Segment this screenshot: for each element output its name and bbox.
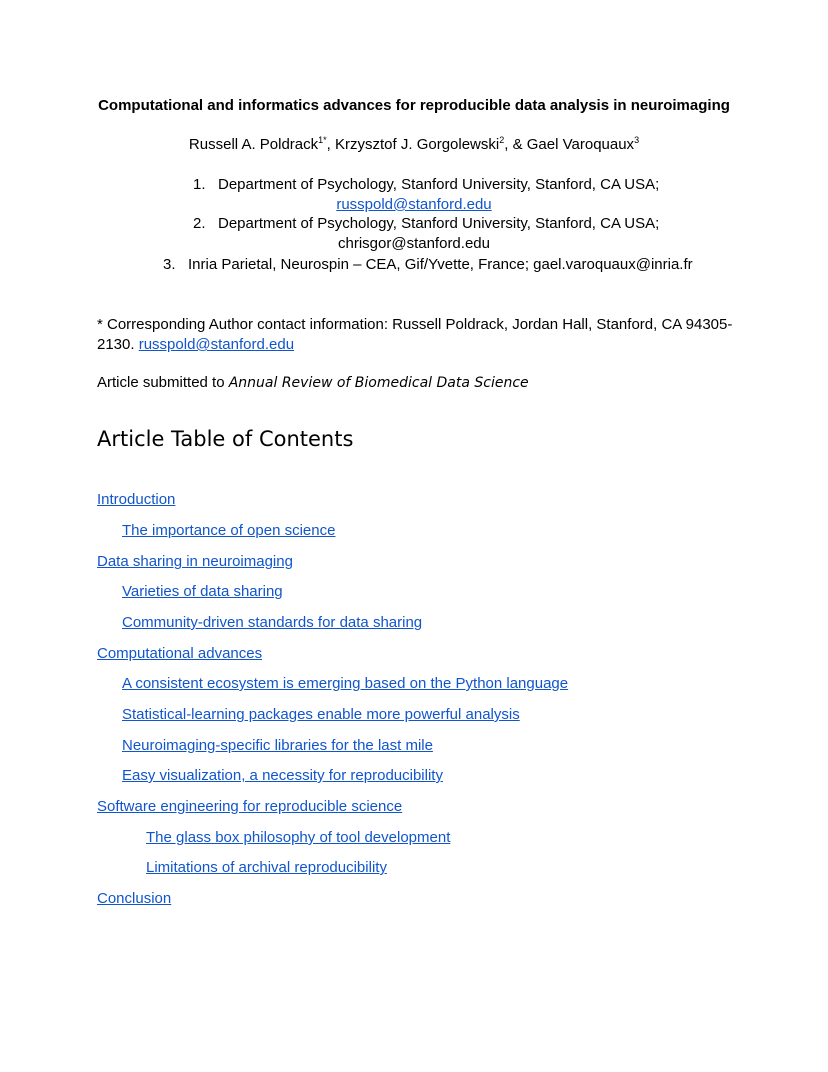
paper-title: Computational and informatics advances for reproducible data analysis in neuroimaging — [98, 97, 730, 114]
toc-link-computational-advances[interactable]: Computational advances — [97, 645, 263, 662]
affiliation-1-text: Department of Psychology, Stanford University, Stanford, CA USA; — [218, 176, 660, 193]
affiliation-3-text: Inria Parietal, Neurospin – CEA, Gif/Yvette, France; gael.varoquaux@inria.fr — [188, 256, 693, 273]
affiliation-1-email-link[interactable]: russpold@stanford.edu — [336, 196, 492, 213]
author-1-marker: 1* — [318, 135, 327, 145]
toc-link-open-science[interactable]: The importance of open science — [122, 522, 336, 539]
author-line: Russell A. Poldrack$^{1*}$, Krzysztof J. Gorgolewski$^2$, & Gael Varoquaux$^3$ — [188, 135, 640, 153]
corresponding-email-link[interactable]: russpold@stanford.edu — [138, 336, 295, 353]
corresponding-author — [97, 315, 737, 355]
author-2: Krzysztof J. Gorgolewski — [335, 136, 500, 153]
author-1: Russell A. Poldrack — [188, 136, 319, 153]
toc-link-conclusion[interactable]: Conclusion — [97, 890, 172, 907]
toc-link-data-sharing[interactable]: Data sharing in neuroimaging — [97, 553, 293, 570]
toc-link-introduction[interactable]: Introduction — [97, 491, 176, 508]
journal-name: Annual Review of Biomedical Data Science — [228, 375, 529, 391]
toc-link-software-engineering[interactable]: Software engineering for reproducible science — [97, 798, 403, 815]
toc-link-community-standards[interactable]: Community-driven standards for data sharing — [122, 614, 423, 631]
affiliation-2-number: 2. — [193, 215, 206, 232]
author-3: & Gael Varoquaux — [512, 136, 635, 153]
toc-link-easy-visualization[interactable]: Easy visualization, a necessity for reproducibility — [122, 767, 443, 784]
affiliation-2-email: chrisgor@stanford.edu — [338, 235, 490, 252]
toc-link-archival-limitations[interactable]: Limitations of archival reproducibility — [146, 859, 387, 876]
toc-link-glass-box[interactable]: The glass box philosophy of tool development — [146, 829, 451, 846]
submission-note — [97, 374, 529, 391]
toc-link-neuroimaging-libraries[interactable]: Neuroimaging-specific libraries for the last mile — [122, 737, 433, 754]
toc-heading: Article Table of Contents — [97, 427, 354, 451]
author-3-marker: 3 — [634, 135, 640, 145]
toc-link-statistical-learning[interactable]: Statistical-learning packages enable more powerful analysis — [122, 706, 520, 723]
toc-link-python-ecosystem[interactable]: A consistent ecosystem is emerging based on the Python language — [122, 675, 569, 692]
affiliation-1-number: 1. — [193, 176, 206, 193]
affiliation-2-text: Department of Psychology, Stanford University, Stanford, CA USA; — [218, 215, 660, 232]
corresponding-author-text: * Corresponding Author contact information: Russell Poldrack, Jordan Hall, Stanford, CA 94305-2130. — [97, 316, 733, 353]
affiliation-3-number: 3. — [163, 256, 176, 273]
toc-link-varieties-data-sharing[interactable]: Varieties of data sharing — [122, 583, 283, 600]
submission-prefix: Article submitted to — [97, 374, 229, 391]
author-2-marker: 2 — [499, 135, 505, 145]
